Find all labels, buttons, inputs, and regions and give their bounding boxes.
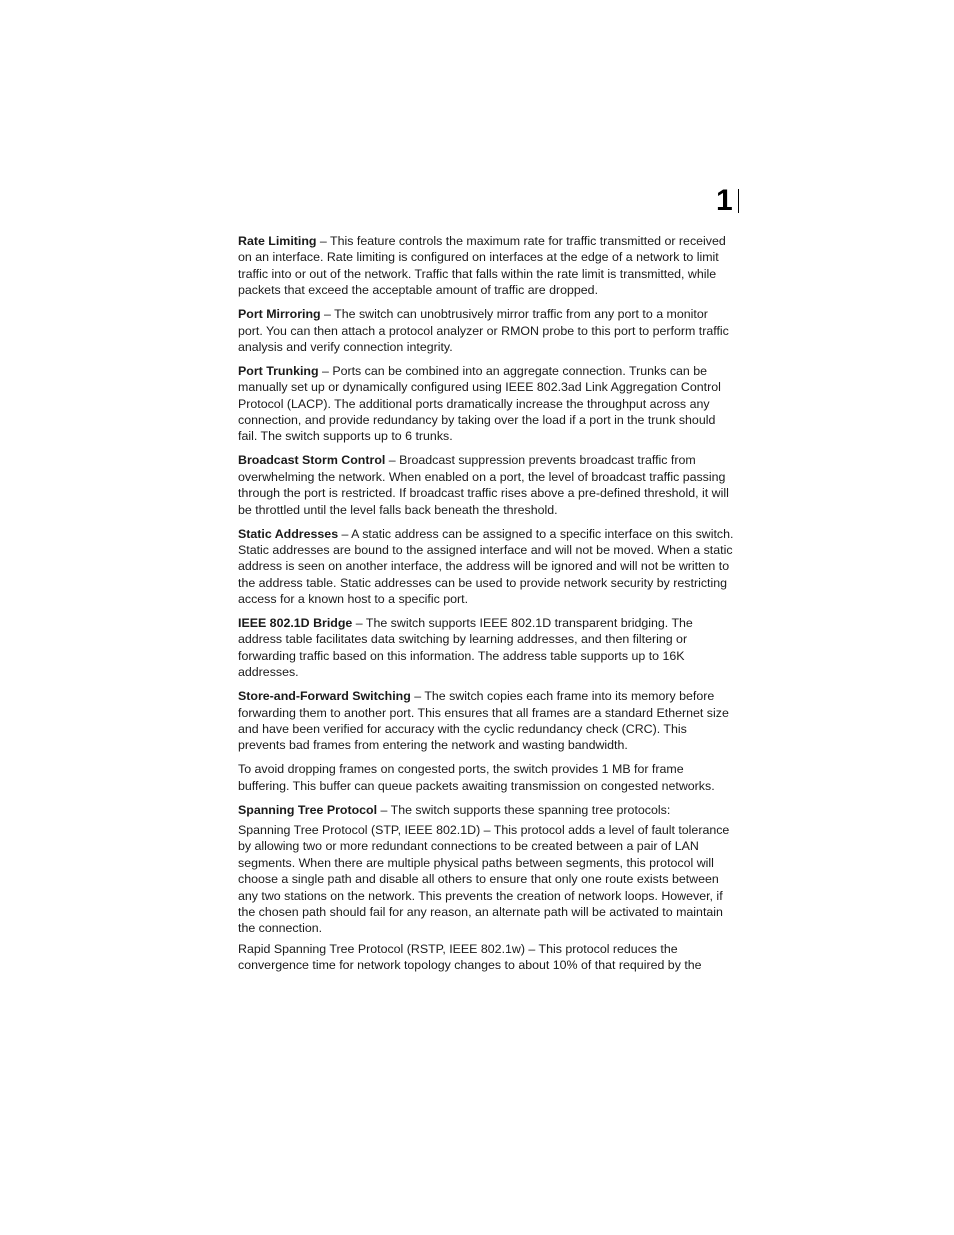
section-port-trunking [238,363,734,445]
buffer-paragraph: To avoid dropping frames on congested ports, the switch provides 1 MB for frame buffering. This buffer can queue packets awaiting transmission on congested networks. [238,762,715,793]
section-spanning-tree [238,802,734,818]
section-rate-limiting [238,233,734,299]
section-text: – This feature controls the maximum rate for traffic transmitted or received on an interface. Rate limiting is configured on interfaces at the edge of a network to limit traffic into or out of the network. Traffic that falls within the rate limit is transmitted, while packets that exceed the acceptable amount of traffic are dropped. [238,234,726,298]
section-term: Store-and-Forward Switching [238,689,411,704]
section-term: IEEE 802.1D Bridge [238,616,353,631]
page-content [238,233,734,978]
section-port-mirroring [238,306,734,355]
section-text: – Ports can be combined into an aggregate connection. Trunks can be manually set up or dynamically configured using IEEE 802.3ad Link Aggregation Control Protocol (LACP). The additional ports dramatically increase the throughput across any connection, and provide redundancy by taking over the load if a port in the trunk should fail. The switch supports up to 6 trunks. [238,363,721,444]
rstp-paragraph: Rapid Spanning Tree Protocol (RSTP, IEEE 802.1w) – This protocol reduces the convergence time for network topology changes to about 10% of that required by the [238,941,702,973]
section-text: – The switch copies each frame into its memory before forwarding them to another port. This ensures that all frames are a standard Ethernet size and have been verified for accuracy with the cyclic redundancy check (CRC). This prevents bad frames from entering the network and wasting bandwidth. [238,689,729,753]
chapter-marker [716,184,739,217]
section-text: – Broadcast suppression prevents broadcast traffic from overwhelming the network. When enabled on a port, the level of broadcast traffic passing through the port is restricted. If broadcast traffic rises above a pre-defined threshold, it will be throttled until the level falls back beneath the threshold. [238,453,729,517]
section-static-addresses [238,526,734,608]
section-text: – The switch supports these spanning tree protocols: [377,802,671,817]
section-term: Port Mirroring [238,307,321,322]
section-broadcast-storm-control [238,452,734,518]
section-ieee-bridge [238,615,734,681]
section-text: – The switch can unobtrusively mirror traffic from any port to a monitor port. You can then attach a protocol analyzer or RMON probe to this port to perform traffic analysis and verify connection integrity. [238,307,729,354]
section-term: Broadcast Storm Control [238,453,386,468]
section-text: – The switch supports IEEE 802.1D transparent bridging. The address table facilitates data switching by learning addresses, and then filtering or forwarding traffic based on this information. The address table supports up to 16K addresses. [238,616,693,680]
section-term: Rate Limiting [238,234,317,248]
section-text: – A static address can be assigned to a specific interface on this switch. Static addresses are bound to the assigned interface and will not be moved. When a static address is seen on another interface, the address will be ignored and will not be written to the address table. Static addresses can be used to provide network security by restricting access for a known host to a specific port. [238,526,734,607]
section-term: Static Addresses [238,526,339,541]
section-store-and-forward [238,688,734,754]
chapter-number: 1 [716,184,733,217]
section-term: Port Trunking [238,363,319,378]
chapter-rule [738,189,739,213]
stp-paragraph: Spanning Tree Protocol (STP, IEEE 802.1D) – This protocol adds a level of fault tolerance by allowing two or more redundant connections to be created between a pair of LAN segments. When there are multiple physical paths between segments, this protocol will choose a single path and disable all others to ensure that only one route exists between any two stations on the network. This prevents the creation of network loops. However, if the chosen path should fail for any reason, an alternate path will be activated to maintain the connection. [238,823,730,936]
section-term: Spanning Tree Protocol [238,802,378,817]
